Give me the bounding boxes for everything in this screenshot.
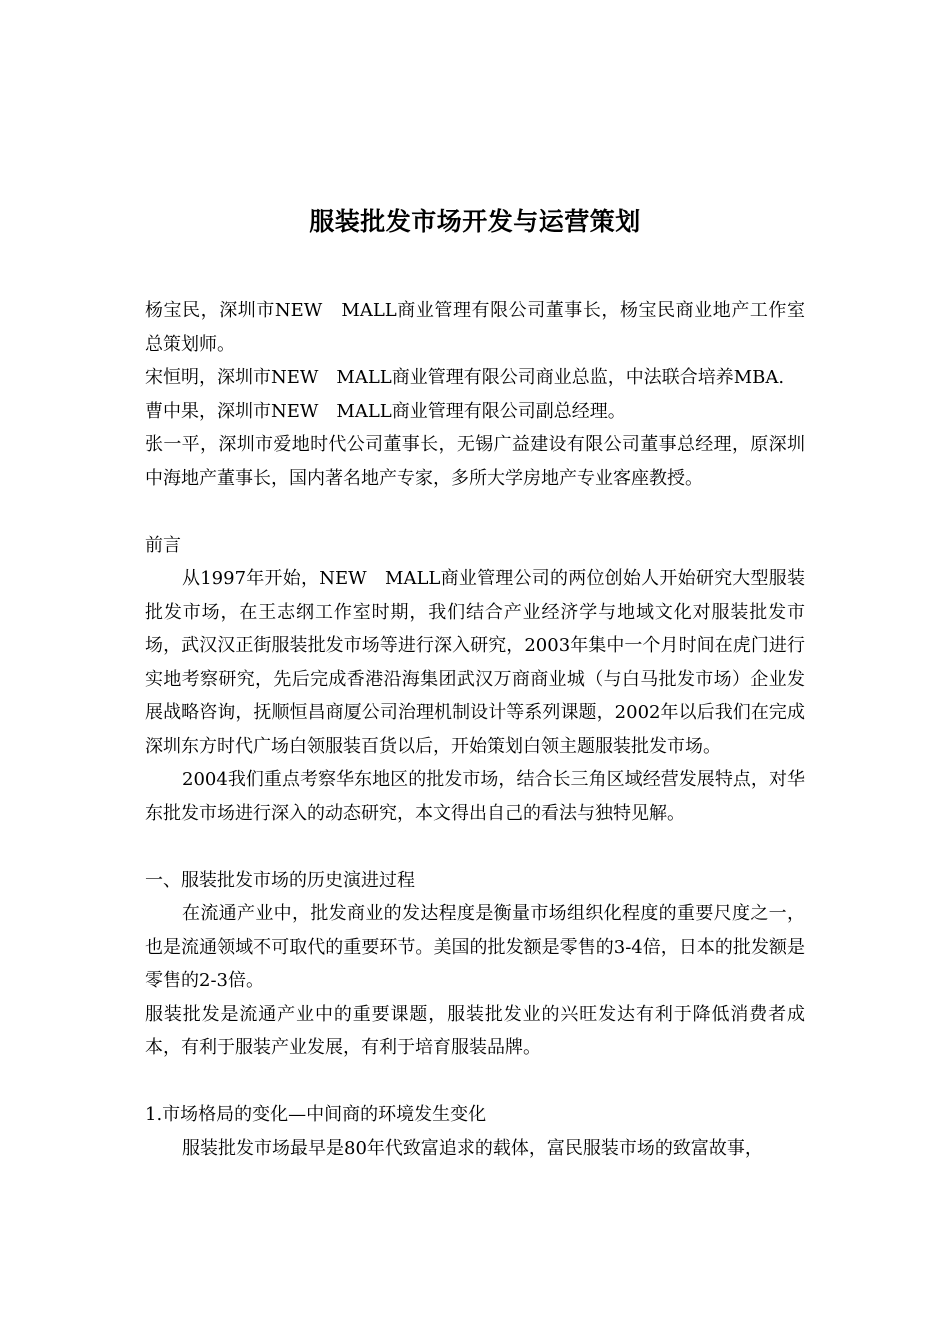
section-1-paragraph-1: 在流通产业中，批发商业的发达程度是衡量市场组织化程度的重要尺度之一，也是流通领域不可取代的重要环节。美国的批发额是零售的3-4倍，日本的批发额是零售的2-3倍。: [145, 903, 805, 991]
section-1-heading: 一、服装批发市场的历史演进过程: [145, 869, 415, 891]
subsection-1-paragraph: 服装批发市场最早是80年代致富追求的载体，富民服装市场的致富故事，: [182, 1137, 763, 1159]
subsection-1-heading: 1.市场格局的变化—中间商的环境发生变化: [145, 1104, 487, 1125]
preface-paragraph-2: 2004我们重点考察华东地区的批发市场，结合长三角区域经营发展特点，对华东批发市场进行深入的动态研究，本文得出自己的看法与独特见解。: [145, 769, 805, 824]
document-body: [145, 294, 805, 1165]
author-bio-song: 宋恒明，深圳市NEW MALL商业管理有限公司商业总监，中法联合培养MBA.: [145, 367, 785, 388]
spacer: [145, 495, 805, 529]
preface-heading: 前言: [145, 534, 181, 556]
author-bio-zhang: 张一平，深圳市爱地时代公司董事长，无锡广益建设有限公司董事总经理，原深圳中海地产董事长，国内著名地产专家，多所大学房地产专业客座教授。: [145, 434, 805, 489]
spacer: [145, 830, 805, 864]
author-bio-yang: 杨宝民，深圳市NEW MALL商业管理有限公司董事长，杨宝民商业地产工作室总策划师。: [145, 300, 805, 355]
preface-paragraph-1: 从1997年开始，NEW MALL商业管理公司的两位创始人开始研究大型服装批发市场，在王志纲工作室时期，我们结合产业经济学与地域文化对服装批发市场，武汉汉正街服装批发市场等进行深入研究，2003年集中一个月时间在虎门进行实地考察研究，先后完成香港沿海集团武汉万商商业城（与白马批发市场）企业发展战略咨询，抚顺恒昌商厦公司治理机制设计等系列课题，2002年以后我们在完成深圳东方时代广场白领服装百货以后，开始策划白领主题服装批发市场。: [145, 568, 805, 757]
section-1-paragraph-2: 服装批发是流通产业中的重要课题，服装批发业的兴旺发达有利于降低消费者成本，有利于服装产业发展，有利于培育服装品牌。: [145, 1003, 805, 1058]
document-title: 服装批发市场开发与运营策划: [309, 207, 641, 236]
author-bio-cao: 曹中果，深圳市NEW MALL商业管理有限公司副总经理。: [145, 400, 626, 422]
spacer: [145, 1065, 805, 1099]
